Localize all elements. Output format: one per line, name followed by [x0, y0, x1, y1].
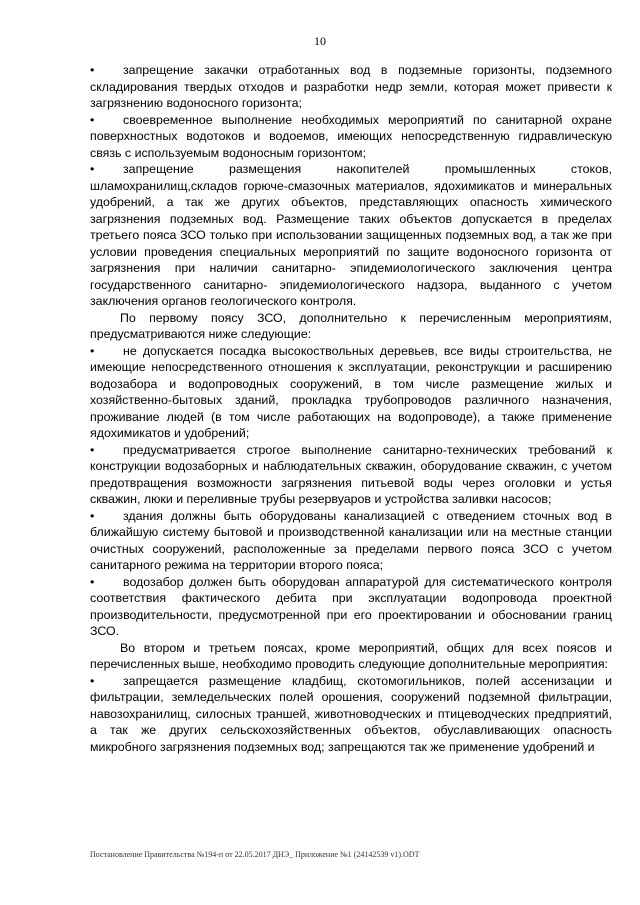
- bullet-icon: •: [90, 63, 95, 77]
- page-number: 10: [314, 34, 326, 48]
- paragraph-text: не допускается посадка высокоствольных деревьев, все виды строительства, не имеющие непосредственного отношения к эксплуатации, реконструкции и расширению водозабора и водопроводных сооружений, в том числе размещение жилых и хозяйственно-бытовых зданий, прокладка трубопроводов различного назначения, проживание людей (в том числе работающих на водопроводе), а также применение ядохимикатов и удобрений;: [90, 343, 612, 440]
- body-paragraph: По первому поясу ЗСО, дополнительно к перечисленным мероприятиям, предусматриваются ниже следующие:: [90, 310, 612, 341]
- bullet-icon: •: [90, 112, 95, 127]
- paragraph-text: здания должны быть оборудованы канализацией с отведением сточных вод в ближайшую систему бытовой и производственной канализации или на местные станции очистных сооружений, расположенные за пределами первого пояса ЗСО с учетом санитарного режима на территории второго пояса;: [90, 508, 612, 572]
- bullet-paragraph: [90, 161, 612, 310]
- document-body: [90, 62, 612, 755]
- bullet-icon: •: [90, 162, 95, 176]
- bullet-icon: •: [90, 508, 95, 523]
- bullet-icon: •: [90, 442, 95, 457]
- bullet-paragraph: [90, 574, 612, 640]
- bullet-paragraph: [90, 112, 612, 162]
- bullet-paragraph: [90, 442, 612, 508]
- bullet-icon: •: [90, 343, 95, 358]
- bullet-icon: •: [90, 574, 95, 589]
- body-paragraph: Во втором и третьем поясах, кроме мероприятий, общих для всех поясов и перечисленных выше, необходимо проводить следующие дополнительные мероприятия:: [90, 640, 612, 671]
- bullet-icon: •: [90, 673, 95, 688]
- paragraph-text: водозабор должен быть оборудован аппаратурой для систематического контроля соответствия фактического дебита при эксплуатации водопровода проектной производительности, предусмотренной при его проектировании и обосновании границ ЗСО.: [90, 574, 612, 638]
- bullet-paragraph: [90, 673, 612, 756]
- bullet-paragraph: [90, 343, 612, 442]
- paragraph-text: предусматривается строгое выполнение санитарно-технических требований к конструкции водозаборных и наблюдательных скважин, оборудование скважин, с учетом предотвращения возможности загрязнения питьевой воды через оголовки и устья скважин, люки и переливные трубы резервуаров и устройства заливки насосов;: [90, 442, 612, 506]
- bullet-paragraph: [90, 508, 612, 574]
- bullet-paragraph: [90, 62, 612, 112]
- paragraph-text: запрещается размещение кладбищ, скотомогильников, полей ассенизации и фильтрации, земледельческих полей орошения, сооружений подземной фильтрации, навозохранилищ, силосных траншей, животноводческих и птицеводческих предприятий, а так же других сельскохозяйственных объектов, обуславливающих опасность микробного загрязнения подземных вод; запрещаются так же применение удобрений и: [90, 673, 612, 754]
- paragraph-text: запрещение закачки отработанных вод в подземные горизонты, подземного складирования твердых отходов и разработки недр земли, которая может привести к загрязнению водоносного горизонта;: [90, 63, 612, 110]
- document-footer: Постановление Правительства №194-п от 22.05.2017 ДНЭ_ Приложение №1 (24142539 v1).ODT: [90, 850, 420, 859]
- paragraph-text: запрещение размещения накопителей промышленных стоков, шламохранилищ,складов горюче-смазочных материалов, ядохимикатов и минеральных удобрений, а так же других объектов, представляющих опасность химического загрязнения подземных вод. Размещение таких объектов допускается в пределах третьего пояса ЗСО только при использовании защищенных подземных вод, а так же при условии проведения специальных мероприятий по защите водоносного горизонта от загрязнения при наличии санитарно- эпидемиологического заключения центра государственного санитарно- эпидемиологического надзора, выданного с учетом заключения органов геологического контроля.: [90, 162, 612, 308]
- paragraph-text: своевременное выполнение необходимых мероприятий по санитарной охране поверхностных водотоков и водоемов, имеющих непосредственную гидравлическую связь с используемым водоносным горизонтом;: [90, 112, 612, 160]
